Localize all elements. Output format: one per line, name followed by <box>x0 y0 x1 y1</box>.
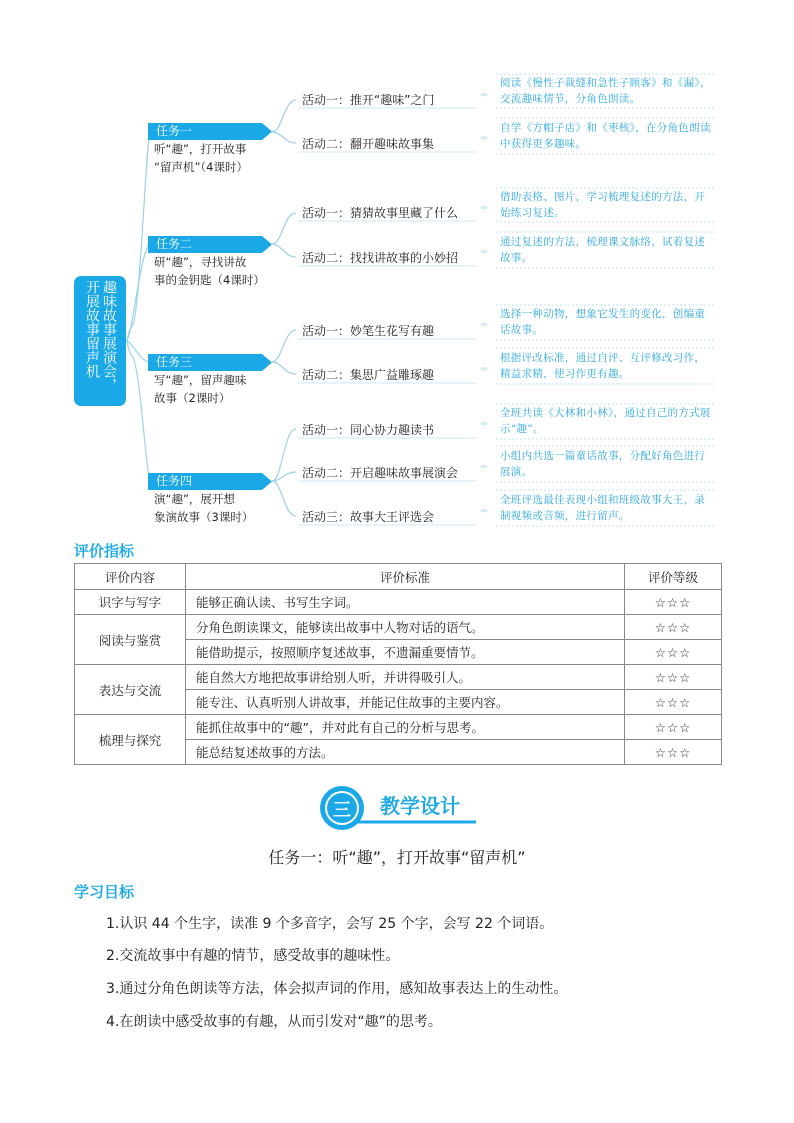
evaluation-title: 评价指标 <box>74 542 135 560</box>
evaluation-table <box>74 563 722 765</box>
task-desc-line: 研“趣”，寻找讲故 <box>154 255 247 269</box>
table-cell-standard: 能抓住故事中的“趣”，并对此有自己的分析与思考。 <box>186 715 625 740</box>
task-desc-line: “留声机”（4课时） <box>154 160 248 174</box>
activity-note: 阅读《慢性子裁缝和急性子顾客》和《漏》，交流趣味情节，分角色朗读。 <box>500 77 711 105</box>
activity-label: 活动一：猜猜故事里藏了什么 <box>302 206 459 220</box>
mind-map <box>0 0 794 535</box>
triple-chevron-icon: ››› <box>480 203 487 212</box>
table-row <box>75 590 722 615</box>
task-desc-line: 演“趣”，展开想 <box>154 492 235 506</box>
table-cell-standard: 能自然大方地把故事讲给别人听，并讲得吸引人。 <box>186 665 625 690</box>
activity-label: 活动三：故事大王评选会 <box>302 510 435 524</box>
table-cell-category: 梳理与探究 <box>75 715 186 765</box>
task-desc-line: 写“趣”，留声趣味 <box>154 373 247 387</box>
activity-label: 活动二：开启趣味故事展演会 <box>302 466 459 480</box>
section-title: 教学设计 <box>380 794 460 818</box>
table-cell-level: ☆☆☆ <box>625 740 722 765</box>
table-header: 评价等级 <box>625 564 722 590</box>
task-tag-1 <box>148 123 272 140</box>
goals-title: 学习目标 <box>74 883 135 901</box>
table-cell-standard: 能借助提示，按照顺序复述故事，不遗漏重要情节。 <box>186 640 625 665</box>
task-desc-2 <box>148 253 272 289</box>
triple-chevron-icon: ››› <box>480 90 487 99</box>
activity-label: 活动二：找找讲故事的小妙招 <box>302 251 459 265</box>
task-desc-line: 事的金钥匙（4课时） <box>154 273 265 287</box>
task-tag-label: 任务一 <box>156 124 193 138</box>
table-cell-standard: 能总结复述故事的方法。 <box>186 740 625 765</box>
task-tag-label: 任务三 <box>156 355 193 369</box>
table-cell-standard: 分角色朗读课文，能够读出故事中人物对话的语气。 <box>186 615 625 640</box>
table-cell-category: 阅读与鉴赏 <box>75 615 186 665</box>
triple-chevron-icon: ››› <box>480 320 487 329</box>
triple-chevron-icon: ››› <box>480 247 487 256</box>
table-cell-standard: 能专注、认真听别人讲故事，并能记住故事的主要内容。 <box>186 690 625 715</box>
table-header: 评价内容 <box>75 564 186 590</box>
task-tag-label: 任务二 <box>156 237 193 251</box>
table-row <box>75 715 722 740</box>
activity-note: 自学《方帽子店》和《枣核》，在分角色朗读中获得更多趣味。 <box>500 122 711 150</box>
task-heading: 任务一：听“趣”，打开故事“留声机” <box>268 848 526 867</box>
triple-chevron-icon: ››› <box>480 506 487 515</box>
table-cell-category: 识字与写字 <box>75 590 186 615</box>
activity-label: 活动一：同心协力趣读书 <box>302 423 435 437</box>
triple-chevron-icon: ››› <box>480 419 487 428</box>
activity-note: 全班共读《大林和小林》，通过自己的方式展示“趣”。 <box>500 407 711 435</box>
table-cell-level: ☆☆☆ <box>625 640 722 665</box>
table-cell-level: ☆☆☆ <box>625 690 722 715</box>
activity-label: 活动二：集思广益雕琢趣 <box>302 368 435 382</box>
task-tag-3 <box>148 354 272 371</box>
activity-label: 活动一：推开“趣味”之门 <box>302 93 435 107</box>
task-desc-line: 故事（2课时） <box>154 391 231 405</box>
activity-note: 选择一种动物，想象它发生的变化，创编童话故事。 <box>500 308 706 336</box>
activity-label: 活动二：翻开趣味故事集 <box>302 137 435 151</box>
goal-item: 3.通过分角色朗读等方法，体会拟声词的作用，感知故事表达上的生动性。 <box>106 981 568 997</box>
task-desc-line: 象演故事（3课时） <box>154 510 254 524</box>
table-header: 评价标准 <box>186 564 625 590</box>
table-cell-level: ☆☆☆ <box>625 715 722 740</box>
section-number: 三 <box>333 800 351 821</box>
table-header-row <box>75 564 722 590</box>
activity-label: 活动一：妙笔生花写有趣 <box>302 324 435 338</box>
task-tag-label: 任务四 <box>156 474 193 488</box>
task-desc-line: 听“趣”，打开故事 <box>154 142 247 156</box>
task-desc-1 <box>148 140 272 176</box>
goal-item: 2.交流故事中有趣的情节，感受故事的趣味性。 <box>106 948 400 964</box>
table-cell-category: 表达与交流 <box>75 665 186 715</box>
task-tag-4 <box>148 473 272 490</box>
triple-chevron-icon: ››› <box>480 133 487 142</box>
table-cell-level: ☆☆☆ <box>625 615 722 640</box>
goal-item: 1.认识 44 个生字，读准 9 个多音字，会写 25 个字，会写 22 个词语。 <box>106 916 554 932</box>
activity-note: 全班评选最佳表现小组和班级故事大王，录制视频或音频，进行留声。 <box>500 494 706 522</box>
triple-chevron-icon: ››› <box>480 462 487 471</box>
table-cell-standard: 能够正确认读、书写生字词。 <box>186 590 625 615</box>
table-row <box>75 665 722 690</box>
task-desc-4 <box>148 490 272 526</box>
table-cell-level: ☆☆☆ <box>625 590 722 615</box>
table-cell-level: ☆☆☆ <box>625 665 722 690</box>
goal-item: 4.在朗读中感受故事的有趣，从而引发对“趣”的思考。 <box>106 1014 442 1030</box>
task-tag-2 <box>148 236 272 253</box>
activity-note: 借助表格、图片，学习梳理复述的方法，开始练习复述。 <box>500 191 706 219</box>
task-desc-3 <box>148 371 272 407</box>
activity-note: 根据评改标准，通过自评、互评修改习作，精益求精，使习作更有趣。 <box>500 352 706 380</box>
table-row <box>75 615 722 640</box>
mind-map-root: 趣味故事展演会，开展故事留声机 <box>74 276 126 406</box>
activity-note: 小组内共选一篇童话故事，分配好角色进行展演。 <box>500 450 706 478</box>
triple-chevron-icon: ››› <box>480 364 487 373</box>
activity-note: 通过复述的方法，梳理课文脉络，试着复述故事。 <box>500 236 706 264</box>
